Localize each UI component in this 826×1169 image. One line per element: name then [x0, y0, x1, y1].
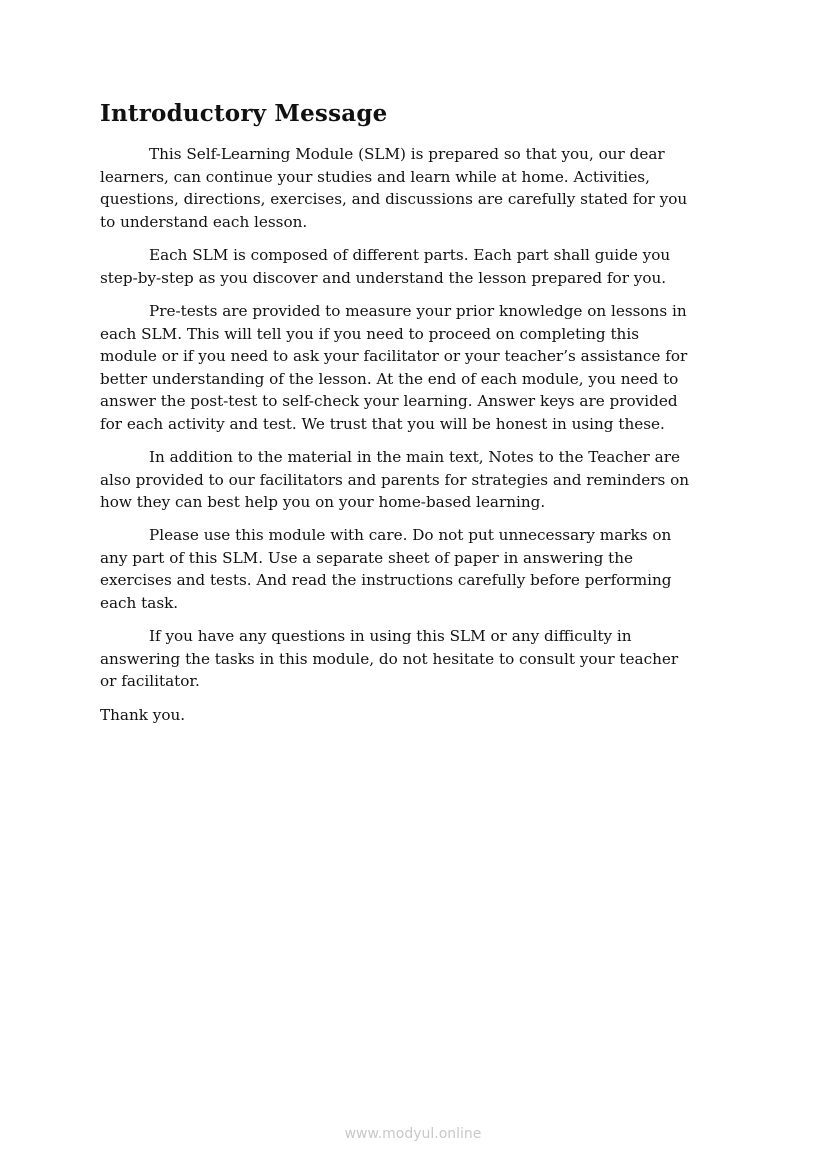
watermark-footer: www.modyul.online [344, 1126, 482, 1142]
paragraph-3 [100, 300, 740, 436]
paragraph-line: module or if you need to ask your facilitator or your teacher’s assistance for [100, 347, 688, 366]
paragraph-2 [100, 244, 740, 289]
paragraph-line: answer the post-test to self-check your learning. Answer keys are provided [100, 392, 678, 411]
paragraph-line: Please use this module with care. Do not put unnecessary marks on [149, 526, 672, 544]
paragraph-line: Pre-tests are provided to measure your prior knowledge on lessons in [149, 302, 687, 320]
paragraph-line: for each activity and test. We trust that you will be honest in using these. [100, 414, 665, 433]
paragraph-line: This Self-Learning Module (SLM) is prepared so that you, our dear [149, 145, 665, 163]
paragraph-line: also provided to our facilitators and parents for strategies and reminders on [100, 470, 690, 489]
paragraph-line: better understanding of the lesson. At the end of each module, you need to [100, 369, 679, 388]
paragraph-line: each task. [100, 593, 179, 612]
paragraph-line: each SLM. This will tell you if you need to proceed on completing this [100, 324, 639, 343]
paragraph-line: step-by-step as you discover and understand the lesson prepared for you. [100, 268, 667, 287]
paragraph-5 [100, 524, 740, 614]
page-title: Introductory Message [100, 100, 388, 127]
paragraph-6 [100, 625, 740, 693]
paragraph-line: In addition to the material in the main text, Notes to the Teacher are [149, 448, 680, 466]
closing-text [100, 704, 740, 727]
paragraph-1 [100, 143, 740, 233]
paragraph-line: learners, can continue your studies and learn while at home. Activities, [100, 167, 650, 186]
paragraph-line: questions, directions, exercises, and discussions are carefully stated for you [100, 190, 688, 209]
paragraph-line: to understand each lesson. [100, 212, 308, 231]
paragraph-line: or facilitator. [100, 672, 200, 691]
closing-line: Thank you. [100, 706, 186, 724]
paragraph-line: how they can best help you on your home-based learning. [100, 493, 546, 512]
paragraph-line: any part of this SLM. Use a separate sheet of paper in answering the [100, 548, 634, 567]
paragraph-4 [100, 446, 740, 514]
paragraph-line: If you have any questions in using this SLM or any difficulty in [149, 627, 632, 645]
paragraph-line: Each SLM is composed of different parts. Each part shall guide you [149, 246, 671, 264]
paragraph-line: answering the tasks in this module, do not hesitate to consult your teacher [100, 649, 679, 668]
paragraph-line: exercises and tests. And read the instructions carefully before performing [100, 571, 672, 590]
